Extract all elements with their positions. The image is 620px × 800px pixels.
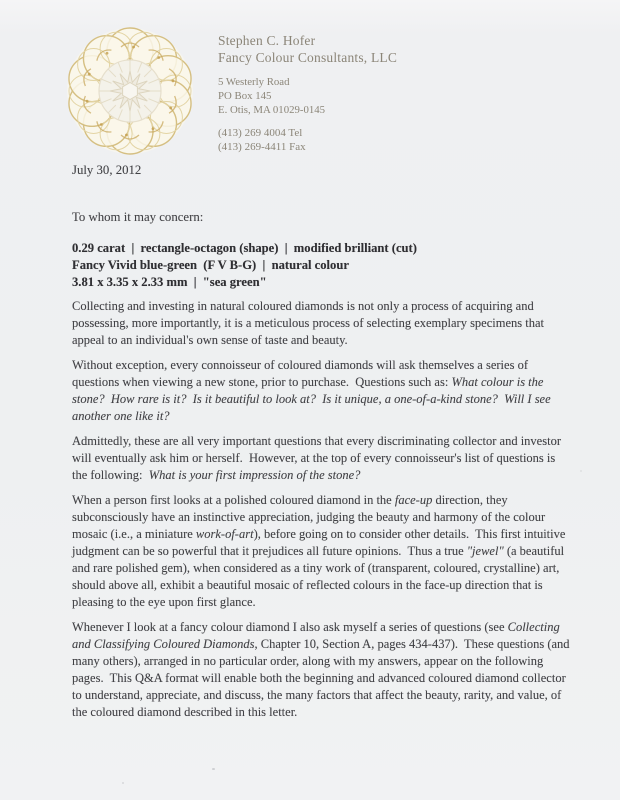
text-run: work-of-art [195, 527, 254, 541]
text-run: Without exception, every connoisseur of coloured diamonds will ask themselves a series of questions when viewing a new stone, prior to purchase. Questions such as: [72, 358, 532, 389]
address-line: 5 Westerly Road [218, 76, 290, 88]
text-run: When a person first looks at a polished coloured diamond in the [72, 493, 395, 507]
letterhead-phones [218, 126, 397, 154]
paragraph [72, 433, 572, 484]
text-run: Collecting and Classifying Coloured Diamonds [72, 620, 563, 651]
letterhead [218, 33, 397, 154]
paragraph [72, 298, 572, 349]
spec-line-colour-grade: Fancy Vivid blue-green (F V B-G) | natural colour [72, 258, 349, 273]
text-run: face-up [394, 493, 433, 507]
paragraph [72, 619, 572, 721]
gold-medallion-diamond-logo [64, 25, 196, 157]
text-run: "jewel" [466, 544, 504, 558]
text-run: direction, they subconsciously have an instinctive appreciation, judging the beauty and harmony of the colour mosaic (i.e., a miniature [72, 493, 549, 541]
text-run: (a beautiful and rare polished gem), when considered as a tiny work of (transparent, coloured, crystalline) art, should above all, exhibit a beautiful mosaic of reflected colours in the face-up direction that is pleasing to the eye upon first glance. [72, 544, 568, 609]
address-line: E. Otis, MA 01029-0145 [218, 104, 326, 116]
letter-date: July 30, 2012 [72, 163, 142, 177]
letter-salutation: To whom it may concern: [72, 210, 204, 224]
spec-line-measurements: 3.81 x 3.35 x 2.33 mm | "sea green" [72, 275, 267, 290]
text-run: , Chapter 10, Section A, pages 434-437). These questions (and many others), arranged in no particular order, along with my answers, appear on the following pages. This Q&A format will enable both the beginning and advanced coloured diamond collector to understand, appreciate, and discuss, the many factors that affect the beauty, rarity, and value, of the coloured diamond described in this letter. [72, 637, 573, 719]
phone-line: (413) 269 4004 Tel [218, 127, 303, 139]
scan-speck [212, 768, 215, 770]
text-run: ), before going on to consider other details. This first intuitive judgment can be so powerful that it prejudices all future opinions. Thus a true [72, 527, 569, 558]
scan-speck [122, 782, 124, 784]
letterhead-name: Stephen C. Hofer [218, 33, 316, 48]
medallion-svg [64, 25, 196, 157]
paragraph [72, 357, 572, 425]
letterhead-company: Fancy Colour Consultants, LLC [218, 49, 398, 65]
letter-paragraphs [72, 298, 572, 729]
text-run: Admittedly, these are all very important questions that every discriminating collector and investor will eventually ask him or herself. However, at the top of every connoisseur's list of questions is the following: [72, 434, 565, 482]
paragraph [72, 492, 572, 611]
fax-line: (413) 269-4411 Fax [218, 141, 306, 153]
scan-speck [580, 470, 582, 472]
text-run: What colour is the stone? How rare is it? Is it beautiful to look at? Is it unique, a one-of-a-kind stone? Will I see another one like it? [72, 375, 554, 423]
text-run: What is your first impression of the stone? [148, 468, 361, 482]
text-run: Collecting and investing in natural coloured diamonds is not only a process of acquiring and possessing, more importantly, it is a meticulous process of selecting exemplary specimens that appeal to an individual's own sense of taste and beauty. [72, 299, 548, 347]
address-line: PO Box 145 [218, 90, 272, 102]
spec-line-carat-shape-cut: 0.29 carat | rectangle-octagon (shape) | modified brilliant (cut) [72, 241, 417, 255]
diamond-specs [72, 240, 582, 292]
text-run: Whenever I look at a fancy colour diamond I also ask myself a series of questions (see [72, 620, 508, 634]
letterhead-address [218, 75, 397, 117]
